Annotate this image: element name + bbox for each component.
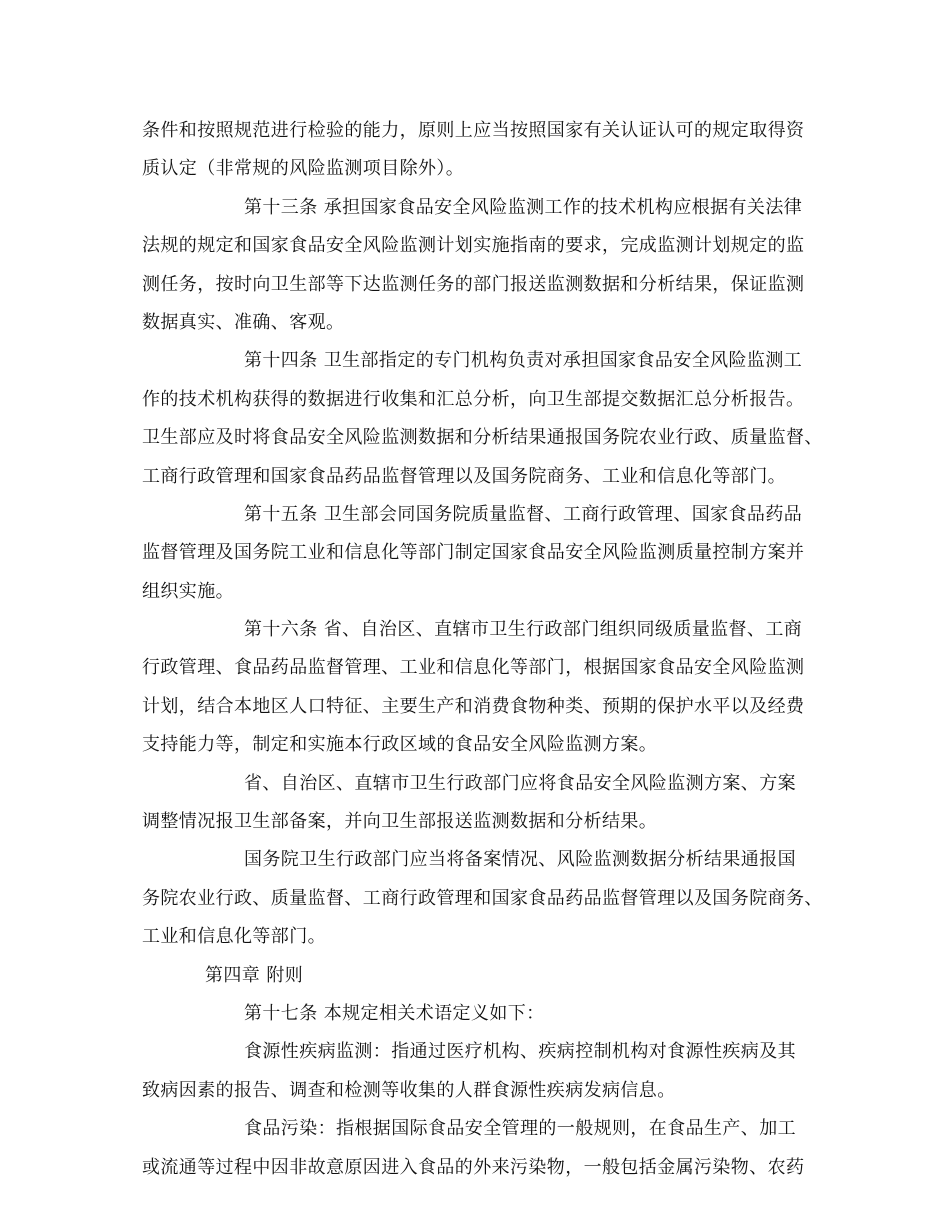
article-16-heading-line: 第十六条 省、自治区、直辖市卫生行政部门组织同级质量监督、工商 xyxy=(244,619,803,641)
text-line: 卫生部应及时将食品安全风险监测数据和分析结果通报国务院农业行政、质量监督、 xyxy=(142,427,823,449)
paragraph-start-line: 食源性疾病监测：指通过医疗机构、疾病控制机构对食源性疾病及其 xyxy=(244,1041,796,1063)
text-line: 条件和按照规范进行检验的能力，原则上应当按照国家有关认证认可的规定取得资 xyxy=(142,120,805,141)
text-line: 作的技术机构获得的数据进行收集和汇总分析，向卫生部提交数据汇总分析报告。 xyxy=(142,388,805,410)
text-line: 工商行政管理和国家食品药品监督管理以及国务院商务、工业和信息化等部门。 xyxy=(142,465,786,487)
chapter-4-heading: 第四章 附则 xyxy=(205,964,304,986)
text-line: 法规的规定和国家食品安全风险监测计划实施指南的要求，完成监测计划规定的监 xyxy=(142,235,805,257)
text-line: 致病因素的报告、调查和检测等收集的人群食源性疾病发病信息。 xyxy=(142,1079,676,1101)
article-17-heading-line: 第十七条 本规定相关术语定义如下： xyxy=(244,1002,545,1024)
text-line: 调整情况报卫生部备案，并向卫生部报送监测数据和分析结果。 xyxy=(142,811,658,833)
article-14-heading-line: 第十四条 卫生部指定的专门机构负责对承担国家食品安全风险监测工 xyxy=(244,350,803,372)
paragraph-start-line: 省、自治区、直辖市卫生行政部门应将食品安全风险监测方案、方案 xyxy=(244,772,796,794)
article-13-heading-line: 第十三条 承担国家食品安全风险监测工作的技术机构应根据有关法律 xyxy=(244,196,803,218)
text-line: 或流通等过程中因非故意原因进入食品的外来污染物，一般包括金属污染物、农药 xyxy=(142,1156,805,1178)
text-line: 数据真实、准确、客观。 xyxy=(142,311,345,333)
text-line: 务院农业行政、质量监督、工商行政管理和国家食品药品监督管理以及国务院商务、 xyxy=(142,887,823,909)
paragraph-start-line: 国务院卫生行政部门应当将备案情况、风险监测数据分析结果通报国 xyxy=(244,849,796,871)
text-line: 测任务，按时向卫生部等下达监测任务的部门报送监测数据和分析结果，保证监测 xyxy=(142,273,805,295)
text-line: 行政管理、食品药品监督管理、工业和信息化等部门，根据国家食品安全风险监测 xyxy=(142,657,805,679)
text-line: 计划，结合本地区人口特征、主要生产和消费食物种类、预期的保护水平以及经费 xyxy=(142,695,805,717)
paragraph-start-line: 食品污染：指根据国际食品安全管理的一般规则，在食品生产、加工 xyxy=(244,1118,796,1140)
text-line: 组织实施。 xyxy=(142,580,234,602)
text-line: 工业和信息化等部门。 xyxy=(142,926,326,948)
text-line: 质认定（非常规的风险监测项目除外）。 xyxy=(142,158,465,180)
article-15-heading-line: 第十五条 卫生部会同国务院质量监督、工商行政管理、国家食品药品 xyxy=(244,503,803,525)
text-line: 监督管理及国务院工业和信息化等部门制定国家食品安全风险监测质量控制方案并 xyxy=(142,542,805,564)
text-line: 支持能力等，制定和实施本行政区域的食品安全风险监测方案。 xyxy=(142,734,658,756)
document-body xyxy=(142,112,832,1187)
